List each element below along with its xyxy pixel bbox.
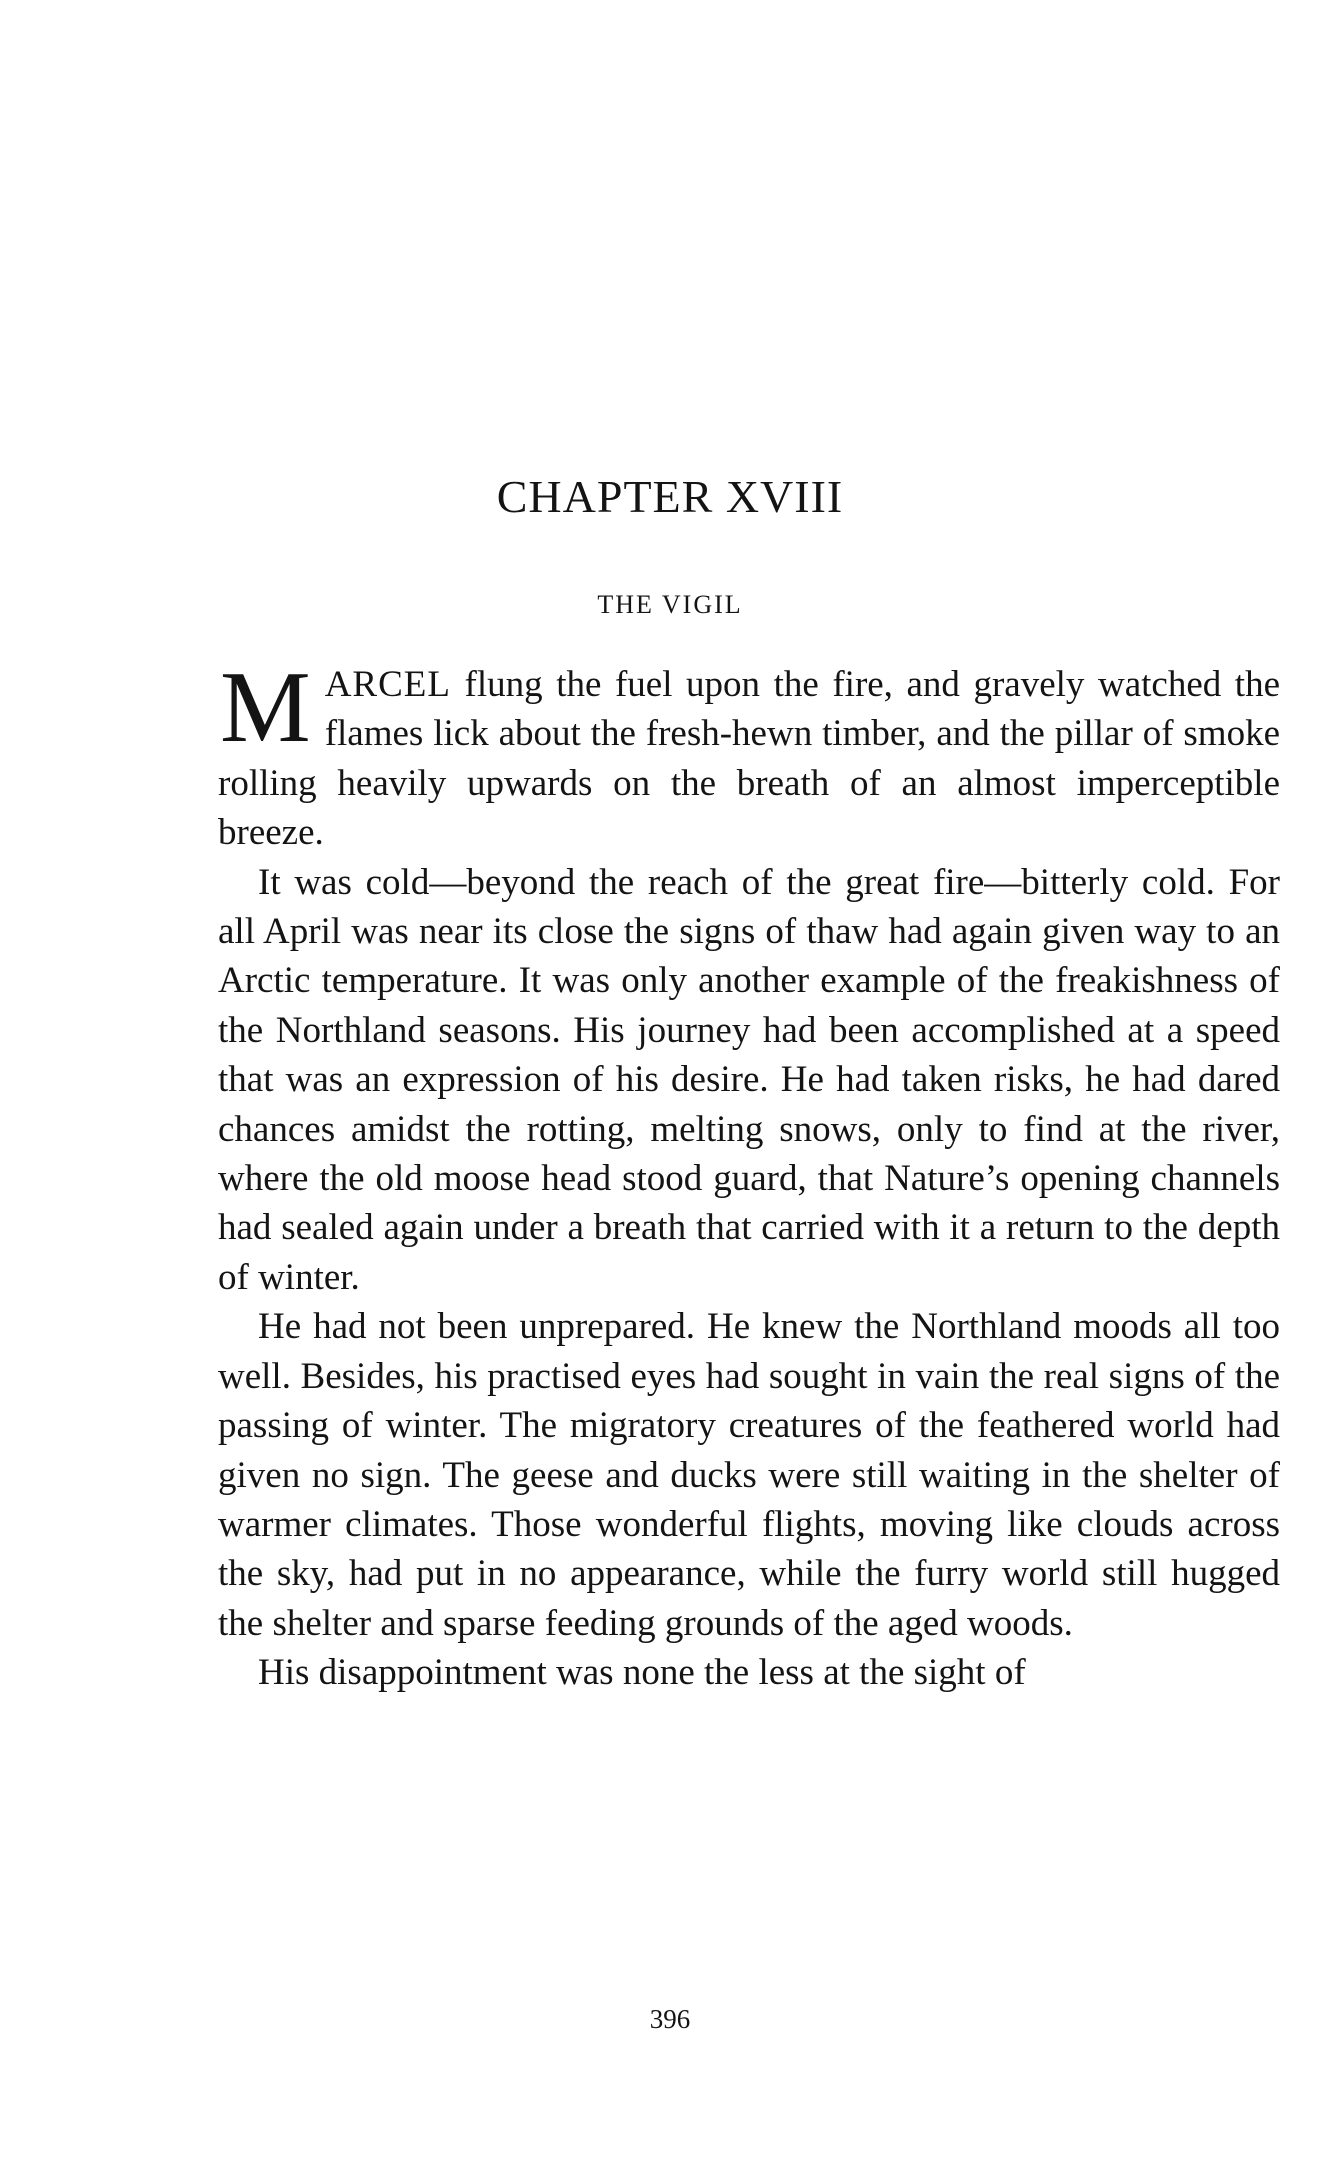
opening-word: ARCEL — [324, 664, 451, 705]
chapter-title: THE VIGIL — [597, 590, 743, 619]
paragraph-1 — [218, 651, 1280, 858]
paragraph-3: He had not been unprepared. He knew the Northland moods all too well. Besides, his practised eyes had sought in vain the real signs of the passing of winter. The migratory creatures of the feathered world had given no sign. The geese and ducks were still waiting in the shelter of warmer climates. Those wonderful flights, moving like clouds across the sky, had put in no appearance, while the furry world still hugged the shelter and sparse feeding grounds of the aged woods. — [218, 1306, 1280, 1644]
paragraph-1-text: flung the fuel upon the fire, and gravely watched the flames lick about the fresh-hewn timber, and the pillar of smoke rolling heavily upwards on the breath of an almost imperceptible breeze. — [218, 664, 1280, 854]
chapter-heading: CHAPTER XVIII — [496, 471, 844, 522]
paragraph-2: It was cold—beyond the reach of the great fire—bitterly cold. For all April was near its close the signs of thaw had again given way to an Arctic temperature. It was only another example of the freakishness of the Northland seasons. His journey had been accomplished at a speed that was an expression of his desire. He had taken risks, he had dared chances amidst the rotting, melting snows, only to find at the river, where the old moose head stood guard, that Nature’s opening channels had sealed again under a breath that carried with it a return to the depth of winter. — [218, 861, 1280, 1298]
page-number: 396 — [649, 2004, 691, 2034]
drop-cap: M — [220, 651, 311, 764]
chapter-body — [218, 651, 1280, 1698]
paragraph-4: His disappointment was none the less at the sight of — [258, 1652, 1026, 1694]
